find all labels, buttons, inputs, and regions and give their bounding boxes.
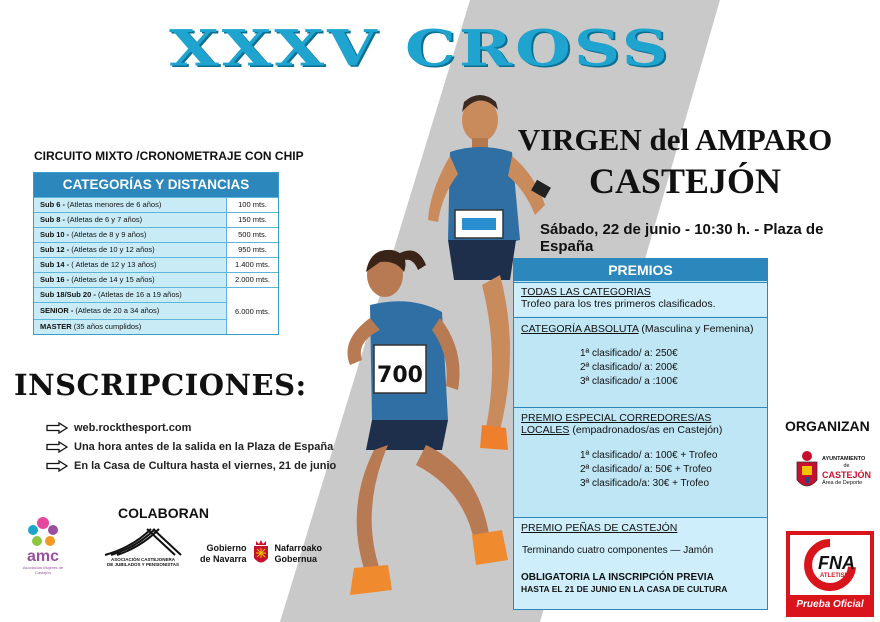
circuit-info: CIRCUITO MIXTO /CRONOMETRAJE CON CHIP <box>34 149 304 163</box>
navarra-coat-of-arms-icon <box>251 540 271 568</box>
category-name: Sub 8 - <box>40 215 66 224</box>
premios-panel <box>513 258 768 610</box>
gobierno-text-2: de Navarra <box>200 554 247 564</box>
category-distance: 6.000 mts. <box>226 288 278 334</box>
ayuntamiento-logo <box>795 450 871 492</box>
inscripcion-casa-cultura: En la Casa de Cultura hasta el viernes, 21 de junio <box>74 459 337 472</box>
table-row <box>34 272 278 287</box>
table-row <box>34 227 278 242</box>
table-row <box>34 257 278 272</box>
table-row <box>34 319 226 334</box>
inscripcion-plaza: Una hora antes de la salida en la Plaza de España <box>74 440 334 453</box>
inscripciones-title: INSCRIPCIONES: <box>14 368 307 402</box>
category-detail: (Atletas de 6 y 7 años) <box>65 215 143 224</box>
categories-table <box>33 172 279 335</box>
premios-absoluta <box>514 317 767 407</box>
gobierno-text-4: Gobernua <box>274 554 318 564</box>
table-row <box>34 197 278 212</box>
castejon-coat-of-arms-icon <box>795 450 819 492</box>
event-title: XXXV CROSS <box>169 19 671 79</box>
arrow-right-icon <box>46 460 68 472</box>
category-distance: 100 mts. <box>226 198 278 212</box>
category-detail: (Atletas de 16 a 19 años) <box>95 290 182 299</box>
absoluta-line-2: 2ª clasificado/ a: 200€ <box>580 362 678 373</box>
inscripciones-list <box>46 418 336 475</box>
event-date: Sábado, 22 de junio - 10:30 h. - Plaza de España <box>540 221 824 255</box>
fna-logo <box>786 531 874 617</box>
todas-text: Trofeo para los tres primeros clasificados. <box>521 298 716 310</box>
amc-text: amc <box>26 548 60 565</box>
locales-title-2: LOCALES <box>521 424 570 436</box>
category-detail: (Atletas de 14 y 15 años) <box>69 275 155 284</box>
category-name: Sub 14 - <box>40 260 70 269</box>
ayto-text-4: Área de Deporte <box>822 479 863 486</box>
list-item <box>46 456 336 475</box>
categories-header: CATEGORÍAS Y DISTANCIAS <box>34 173 278 197</box>
event-subtitle: VIRGEN del AMPARO <box>517 122 833 157</box>
colaboran-heading: COLABORAN <box>118 505 209 521</box>
category-distance: 2.000 mts. <box>226 273 278 287</box>
category-distance: 150 mts. <box>226 213 278 227</box>
event-location: CASTEJÓN <box>588 161 782 201</box>
flower-icon <box>23 515 63 549</box>
asociacion-emblem-icon <box>103 527 183 557</box>
absoluta-note: (Masculina y Femenina) <box>638 323 754 335</box>
todas-title: TODAS LAS CATEGORIAS <box>521 286 651 298</box>
ayto-text-1: AYUNTAMIENTO <box>822 455 866 462</box>
locales-note: (empadronados/as en Castejón) <box>569 424 723 436</box>
inscripcion-web: web.rockthesport.com <box>74 421 192 434</box>
amc-logo <box>18 515 68 575</box>
category-distance: 500 mts. <box>226 228 278 242</box>
category-name: SENIOR - <box>40 306 74 315</box>
locales-title: PREMIO ESPECIAL CORREDORES/AS <box>521 412 712 424</box>
category-detail: (Atletas de 10 y 12 años) <box>69 245 155 254</box>
category-name: Sub 12 - <box>40 245 70 254</box>
category-detail: ( Atletas de 12 y 13 años) <box>69 260 157 269</box>
arrow-right-icon <box>46 441 68 453</box>
list-item <box>46 437 336 456</box>
gobierno-text-3: Nafarroako <box>274 543 323 553</box>
asociacion-text-2: DE JUBILADOS Y PENSIONISTAS <box>106 562 179 567</box>
locales-line-3: 3ª clasificado/a: 30€ + Trofeo <box>580 478 710 489</box>
fna-atletismo-text: ATLETISMO <box>820 573 855 579</box>
category-distance: 950 mts. <box>226 243 278 257</box>
category-detail: (Atletas de 20 a 34 años) <box>73 306 160 315</box>
absoluta-line-1: 1ª clasificado/ a: 250€ <box>580 348 678 359</box>
penas-title: PREMIO PEÑAS DE CASTEJÓN <box>521 522 678 534</box>
obligatoria-line-1: OBLIGATORIA LA INSCRIPCIÓN PREVIA <box>521 572 714 583</box>
table-row <box>34 302 226 319</box>
category-name: Sub 6 - <box>40 200 66 209</box>
premios-penas <box>514 517 767 609</box>
absoluta-line-3: 3ª clasificado/ a :100€ <box>580 376 678 387</box>
gobierno-navarra-logo <box>200 540 322 568</box>
category-name: Sub 18/Sub 20 - <box>40 290 96 299</box>
table-row-group <box>34 287 278 334</box>
category-detail: (Atletas de 8 y 9 años) <box>69 230 147 239</box>
category-distance: 1.400 mts. <box>226 258 278 272</box>
asociacion-logo <box>98 527 188 567</box>
locales-line-1: 1ª clasificado/ a: 100€ + Trofeo <box>580 450 718 461</box>
category-detail: (Atletas menores de 6 años) <box>65 200 162 209</box>
locales-line-2: 2ª clasificado/ a: 50€ + Trofeo <box>580 464 712 475</box>
fna-text: FNA <box>818 553 855 573</box>
table-row <box>34 212 278 227</box>
premios-locales <box>514 407 767 517</box>
premios-header: PREMIOS <box>514 259 767 281</box>
category-name: Sub 10 - <box>40 230 70 239</box>
category-name: Sub 16 - <box>40 275 70 284</box>
arrow-right-icon <box>46 422 68 434</box>
table-row <box>34 288 226 302</box>
category-name: MASTER <box>40 322 72 331</box>
absoluta-title: CATEGORÍA ABSOLUTA <box>521 323 639 335</box>
obligatoria-line-2: HASTA EL 21 DE JUNIO EN LA CASA DE CULTURA <box>521 584 728 594</box>
prueba-oficial-text: Prueba Oficial <box>796 599 864 610</box>
ayto-text-3: CASTEJÓN <box>822 469 872 480</box>
penas-text: Terminando cuatro componentes — Jamón <box>522 545 714 556</box>
amc-subtext: Asociación Mujeres de Castejón <box>22 565 64 575</box>
table-row <box>34 242 278 257</box>
ayto-text-2: de <box>843 462 850 469</box>
bib-number: 700 <box>377 363 423 388</box>
gobierno-text-1: Gobierno <box>206 543 247 553</box>
female-runner <box>348 250 509 595</box>
list-item <box>46 418 336 437</box>
organizan-heading: ORGANIZAN <box>785 418 870 434</box>
premios-todas <box>514 282 767 316</box>
category-detail: (35 años cumplidos) <box>71 322 142 331</box>
asociacion-text-1: ASOCIACIÓN CASTEJONERA <box>110 557 175 562</box>
